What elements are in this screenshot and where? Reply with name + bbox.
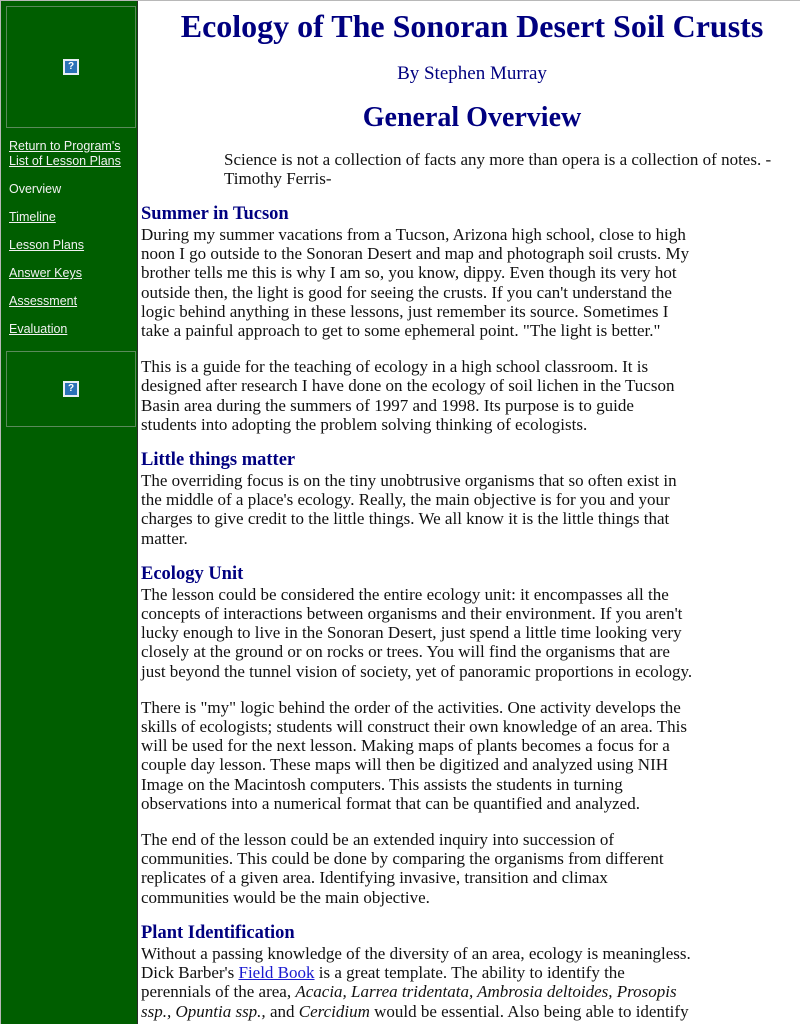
text-line: During my summer vacations from a Tucson, Arizona high school, close to high (141, 225, 686, 244)
text-line: skills of ecologists; students will construct their own knowledge of an area. This (141, 717, 687, 737)
text-line: Without a passing knowledge of the diversity of an area, ecology is meaningless. (141, 943, 691, 963)
species-names: Acacia, Larrea tridentata, Ambrosia deltoides, Prosopis (295, 982, 677, 1002)
text-fragment: and (265, 1001, 299, 1021)
text-line: take a painful approach to get to some ephemeral point. "The light is better." (141, 321, 661, 341)
text-line: noon I go outside to the Sonoran Desert and map and photograph soil crusts. My (141, 244, 690, 264)
text-line: Image on the Macintosh computers. This assists the students in turning (141, 774, 623, 794)
section-heading-plant-identification: Plant Identification (141, 922, 295, 943)
content-inner (141, 7, 800, 1021)
text-line (141, 982, 800, 1001)
text-line: concepts of interactions between organisms and their environment. If you aren't (141, 604, 683, 624)
sidebar-top-image-placeholder (6, 6, 136, 128)
text-fragment: is a great template. The ability to identify the (314, 963, 625, 983)
text-line: matter. (141, 528, 188, 548)
author-byline: By Stephen Murray (397, 63, 547, 84)
epigraph-quote: Science is not a collection of facts any more than opera is a collection of notes. -Timothy Ferris- (224, 150, 772, 188)
text-line: brother tells me this is why I am so, you know, dippy. Even though its very hot (141, 263, 677, 283)
text-fragment: would be essential. Also being able to identify (369, 1001, 689, 1021)
text-line (141, 1002, 800, 1021)
text-line: charges to give credit to the little things. We all know it is the little things that (141, 509, 670, 529)
text-line: couple day lesson. These maps will then be digitized and analyzed using NIH (141, 755, 669, 775)
text-line: logic behind anything in these lessons, just remember its source. Sometimes I (141, 301, 669, 321)
text-line: closely at the ground or on rocks or trees. You will find the organisms that are (141, 642, 670, 662)
section-heading-little-things-matter: Little things matter (141, 450, 296, 471)
text-line: will be used for the next lesson. Making maps of plants becomes a focus for a (141, 736, 670, 756)
text-line: There is "my" logic behind the order of the activities. One activity develops the (141, 697, 681, 717)
species-names: ssp., Opuntia ssp., (141, 1001, 266, 1021)
sidebar-item-assessment[interactable]: Assessment (9, 294, 78, 308)
text-line: Basin area during the summers of 1997 and 1998. Its purpose is to guide (141, 395, 634, 415)
sidebar-nav (1, 133, 137, 337)
sidebar-item-return-to-lesson-plans[interactable]: Return to Program's List of Lesson Plans (9, 139, 121, 168)
text-line: outside then, the light is good for seeing the crusts. If you can't understand the (141, 282, 672, 302)
sidebar-item-overview[interactable]: Overview (9, 182, 62, 196)
text-line: This is a guide for the teaching of ecology in a high school classroom. It is (141, 357, 649, 377)
sidebar-item-evaluation[interactable]: Evaluation (9, 322, 68, 336)
text-line: just beyond the tunnel vision of society, yet of panoramic proportions in ecology. (141, 661, 693, 681)
sidebar-inner (1, 6, 137, 427)
sidebar-bottom-image-placeholder (6, 351, 136, 427)
text-line (141, 963, 800, 982)
text-line: replicates of a given area. Identifying invasive, transition and climax (141, 868, 608, 888)
paragraph (141, 830, 800, 907)
field-book-link[interactable]: Field Book (238, 963, 315, 983)
broken-image-icon: ? (63, 59, 79, 75)
text-line: students into adopting the problem solving thinking of ecologists. (141, 414, 588, 434)
sidebar-item-timeline[interactable]: Timeline (9, 210, 56, 224)
species-names: Cercidium (298, 1001, 370, 1021)
text-line: the middle of a place's ecology. Really, the main objective is for you and your (141, 490, 670, 510)
overview-heading: General Overview (362, 102, 582, 133)
text-line: The end of the lesson could be an extended inquiry into succession of (141, 830, 615, 850)
text-fragment: Dick Barber's (141, 963, 239, 983)
section-heading-summer-in-tucson: Summer in Tucson (141, 204, 289, 224)
paragraph (141, 357, 800, 434)
main-content (138, 1, 800, 1024)
paragraph-plant-identification (141, 944, 800, 1021)
text-line: The overriding focus is on the tiny unobtrusive organisms that so often exist in (141, 471, 677, 491)
broken-image-icon: ? (63, 381, 79, 397)
paragraph (141, 225, 800, 340)
paragraph (141, 471, 800, 548)
text-line: designed after research I have done on the ecology of soil lichen in the Tucson (141, 376, 675, 396)
text-line: communities would be the main objective. (141, 887, 430, 907)
sidebar-item-answer-keys[interactable]: Answer Keys (9, 266, 82, 280)
paragraph (141, 698, 800, 813)
section-heading-ecology-unit: Ecology Unit (141, 563, 244, 584)
sidebar-item-lesson-plans[interactable]: Lesson Plans (9, 238, 85, 252)
page-title: Ecology of The Sonoran Desert Soil Crusts (180, 8, 764, 44)
text-line: lucky enough to live in the Sonoran Desert, just spend a little time looking very (141, 623, 682, 643)
text-fragment: perennials of the area, (141, 982, 296, 1002)
paragraph (141, 585, 800, 681)
sidebar (1, 1, 138, 1024)
text-line: The lesson could be considered the entire ecology unit: it encompasses all the (141, 584, 669, 604)
text-line: communities. This could be done by comparing the organisms from different (141, 849, 664, 869)
text-line: observations into a numerical format that can be quantified and analyzed. (141, 793, 640, 813)
